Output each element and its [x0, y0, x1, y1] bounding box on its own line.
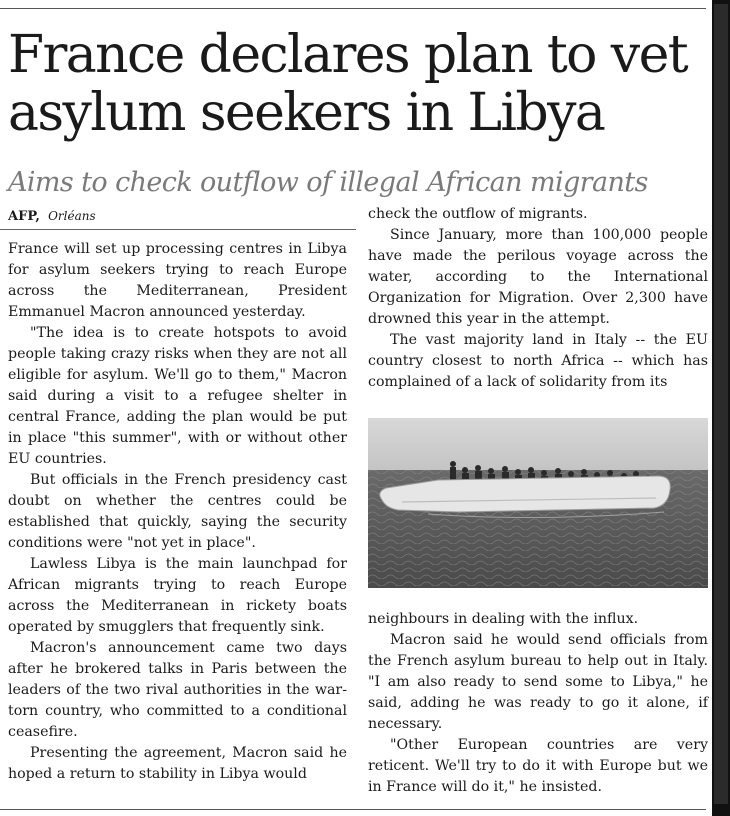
paragraph: "The idea is to create hotspots to avoid people taking crazy risks when they are not all eligible for asylum. We'll go to them," Macron said during a visit to a refugee shelter in central France, adding the plan would be put in place "this summer", with or without other EU countries. [8, 325, 347, 467]
byline [8, 208, 96, 225]
article-column-right-bottom [368, 609, 708, 798]
byline-dateline: Orléans [48, 209, 96, 223]
top-rule [0, 8, 706, 9]
subheadline: Aims to check outflow of illegal African migrants [8, 167, 648, 198]
paragraph: neighbours in dealing with the influx. [368, 611, 639, 627]
byline-agency: AFP, [8, 209, 40, 224]
sky [368, 418, 708, 470]
paragraph: But officials in the French presidency cast doubt on whether the centres could be established that quickly, saying the security conditions were "not yet in place". [8, 472, 347, 551]
byline-divider [0, 229, 356, 230]
bottom-rule [0, 809, 706, 810]
headline: France declares plan to vet asylum seekers in Libya [8, 25, 688, 143]
paragraph: Lawless Libya is the main launchpad for African migrants trying to reach Europe across the Mediterranean in rickety boats operated by smugglers that frequently sink. [8, 556, 347, 635]
article-column-right-top [368, 204, 708, 393]
paragraph: The vast majority land in Italy -- the EU country closest to north Africa -- which has complained of a lack of solidarity from its [368, 332, 708, 390]
article-column-left [8, 239, 347, 785]
paragraph: Macron's announcement came two days after he brokered talks in Paris between the leaders of the two rival authorities in the war-torn country, who committed to a conditional ceasefire. [8, 640, 347, 740]
paragraph: check the outflow of migrants. [368, 206, 588, 222]
paragraph: Since January, more than 100,000 people have made the perilous voyage across the water, according to the International Organization for Migration. Over 2,300 have drowned this year in the attempt. [368, 227, 708, 327]
paragraph: "Other European countries are very reticent. We'll try to do it with Europe but we in France will do it," he insisted. [368, 737, 708, 795]
paragraph: France will set up processing centres in Libya for asylum seekers trying to reach Europe across the Mediterranean, President Emmanuel Macron announced yesterday. [8, 241, 347, 320]
paragraph: Macron said he would send officials from the French asylum bureau to help out in Italy. "I am also ready to send some to Libya," he said, adding he was ready to go it alone, if necessary. [368, 632, 708, 732]
migrant-boat-photo [368, 418, 708, 588]
scrollbar-thumb[interactable] [714, 4, 728, 804]
paragraph: Presenting the agreement, Macron said he hoped a return to stability in Libya would [8, 745, 347, 782]
